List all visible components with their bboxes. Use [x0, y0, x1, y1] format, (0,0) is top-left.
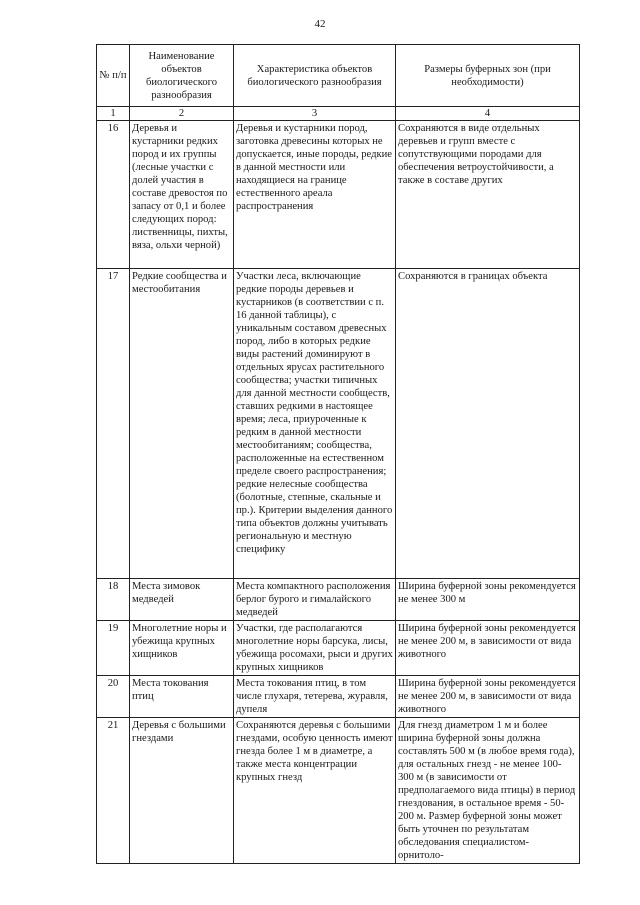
row-number: 20 — [97, 676, 130, 718]
header-buffer: Размеры буферных зон (при необходимости) — [396, 45, 580, 107]
row-characteristic: Места компактного расположения берлог бурого и гималайского медведей — [234, 579, 396, 621]
column-index: 1 — [97, 107, 130, 121]
row-buffer: Ширина буферной зоны рекомендуется не менее 200 м, в зависимости от вида животного — [396, 676, 580, 718]
row-number: 19 — [97, 621, 130, 676]
table-row — [97, 676, 580, 718]
table-row — [97, 718, 580, 864]
row-name: Деревья с большими гнездами — [130, 718, 234, 864]
row-name: Редкие сообщества и местообитания — [130, 269, 234, 579]
row-buffer: Сохраняются в виде отдельных деревьев и групп вместе с сопутствующими породами для обеспечения ветроустойчивости, а также в составе других — [396, 121, 580, 269]
table-header-row — [97, 45, 580, 107]
table-row — [97, 579, 580, 621]
column-index-row — [97, 107, 580, 121]
row-name: Деревья и кустарники редких пород и их группы (лесные участки с долей участия в составе древостоя по запасу от 0,1 и более следующих пород: лиственницы, пихты, вяза, ольхи черной) — [130, 121, 234, 269]
row-number: 21 — [97, 718, 130, 864]
table-row — [97, 121, 580, 269]
table-row — [97, 269, 580, 579]
row-buffer: Ширина буферной зоны рекомендуется не менее 300 м — [396, 579, 580, 621]
row-number: 17 — [97, 269, 130, 579]
table-row — [97, 621, 580, 676]
row-name: Места зимовок медведей — [130, 579, 234, 621]
row-characteristic: Места токования птиц, в том числе глухаря, тетерева, журавля, дупеля — [234, 676, 396, 718]
header-characteristic: Характеристика объектов биологического разнообразия — [234, 45, 396, 107]
header-number: № п/п — [97, 45, 130, 107]
row-name: Многолетние норы и убежища крупных хищников — [130, 621, 234, 676]
column-index: 4 — [396, 107, 580, 121]
row-characteristic: Сохраняются деревья с большими гнездами, особую ценность имеют гнезда более 1 м в диаметре, а также места концентрации крупных гнезд — [234, 718, 396, 864]
biodiversity-table — [96, 44, 580, 864]
page-number: 42 — [314, 18, 326, 30]
row-buffer: Ширина буферной зоны рекомендуется не менее 200 м, в зависимости от вида животного — [396, 621, 580, 676]
row-number: 18 — [97, 579, 130, 621]
row-buffer: Для гнезд диаметром 1 м и более ширина буферной зоны должна составлять 500 м (в любое время года), для остальных гнезд - не менее 100-300 м (в зависимости от предполагаемого вида птицы) в период гнездования, в остальное время - 50-200 м. Размер буферной зоны может быть уточнен по результатам обследования специалистом- орнитоло- — [396, 718, 580, 864]
row-characteristic: Участки, где располагаются многолетние норы барсука, лисы, убежища росомахи, рыси и других крупных хищников — [234, 621, 396, 676]
row-characteristic: Участки леса, включающие редкие породы деревьев и кустарников (в соответствии с п. 16 данной таблицы), с уникальным составом древесных пород, либо в которых редкие виды растений доминируют в отдельных ярусах растительного сообщества; участки типичных для данной местности сообществ, ставших редкими в настоящее время; леса, приуроченные к редким в данной местности местообитаниям; сообщества, расположенные на естественном пределе своего распространения; редкие нелесные сообщества (болотные, степные, скальные и пр.). Критерии выделения данного типа объектов должны учитывать региональную и местную специфику — [234, 269, 396, 579]
row-characteristic: Деревья и кустарники пород, заготовка древесины которых не допускается, иные породы, редкие в данной местности или находящиеся на границе естественного ареала распространения — [234, 121, 396, 269]
column-index: 2 — [130, 107, 234, 121]
row-name: Места токования птиц — [130, 676, 234, 718]
column-index: 3 — [234, 107, 396, 121]
header-name: Наименование объектов биологического разнообразия — [130, 45, 234, 107]
row-buffer: Сохраняются в границах объекта — [396, 269, 580, 579]
row-number: 16 — [97, 121, 130, 269]
